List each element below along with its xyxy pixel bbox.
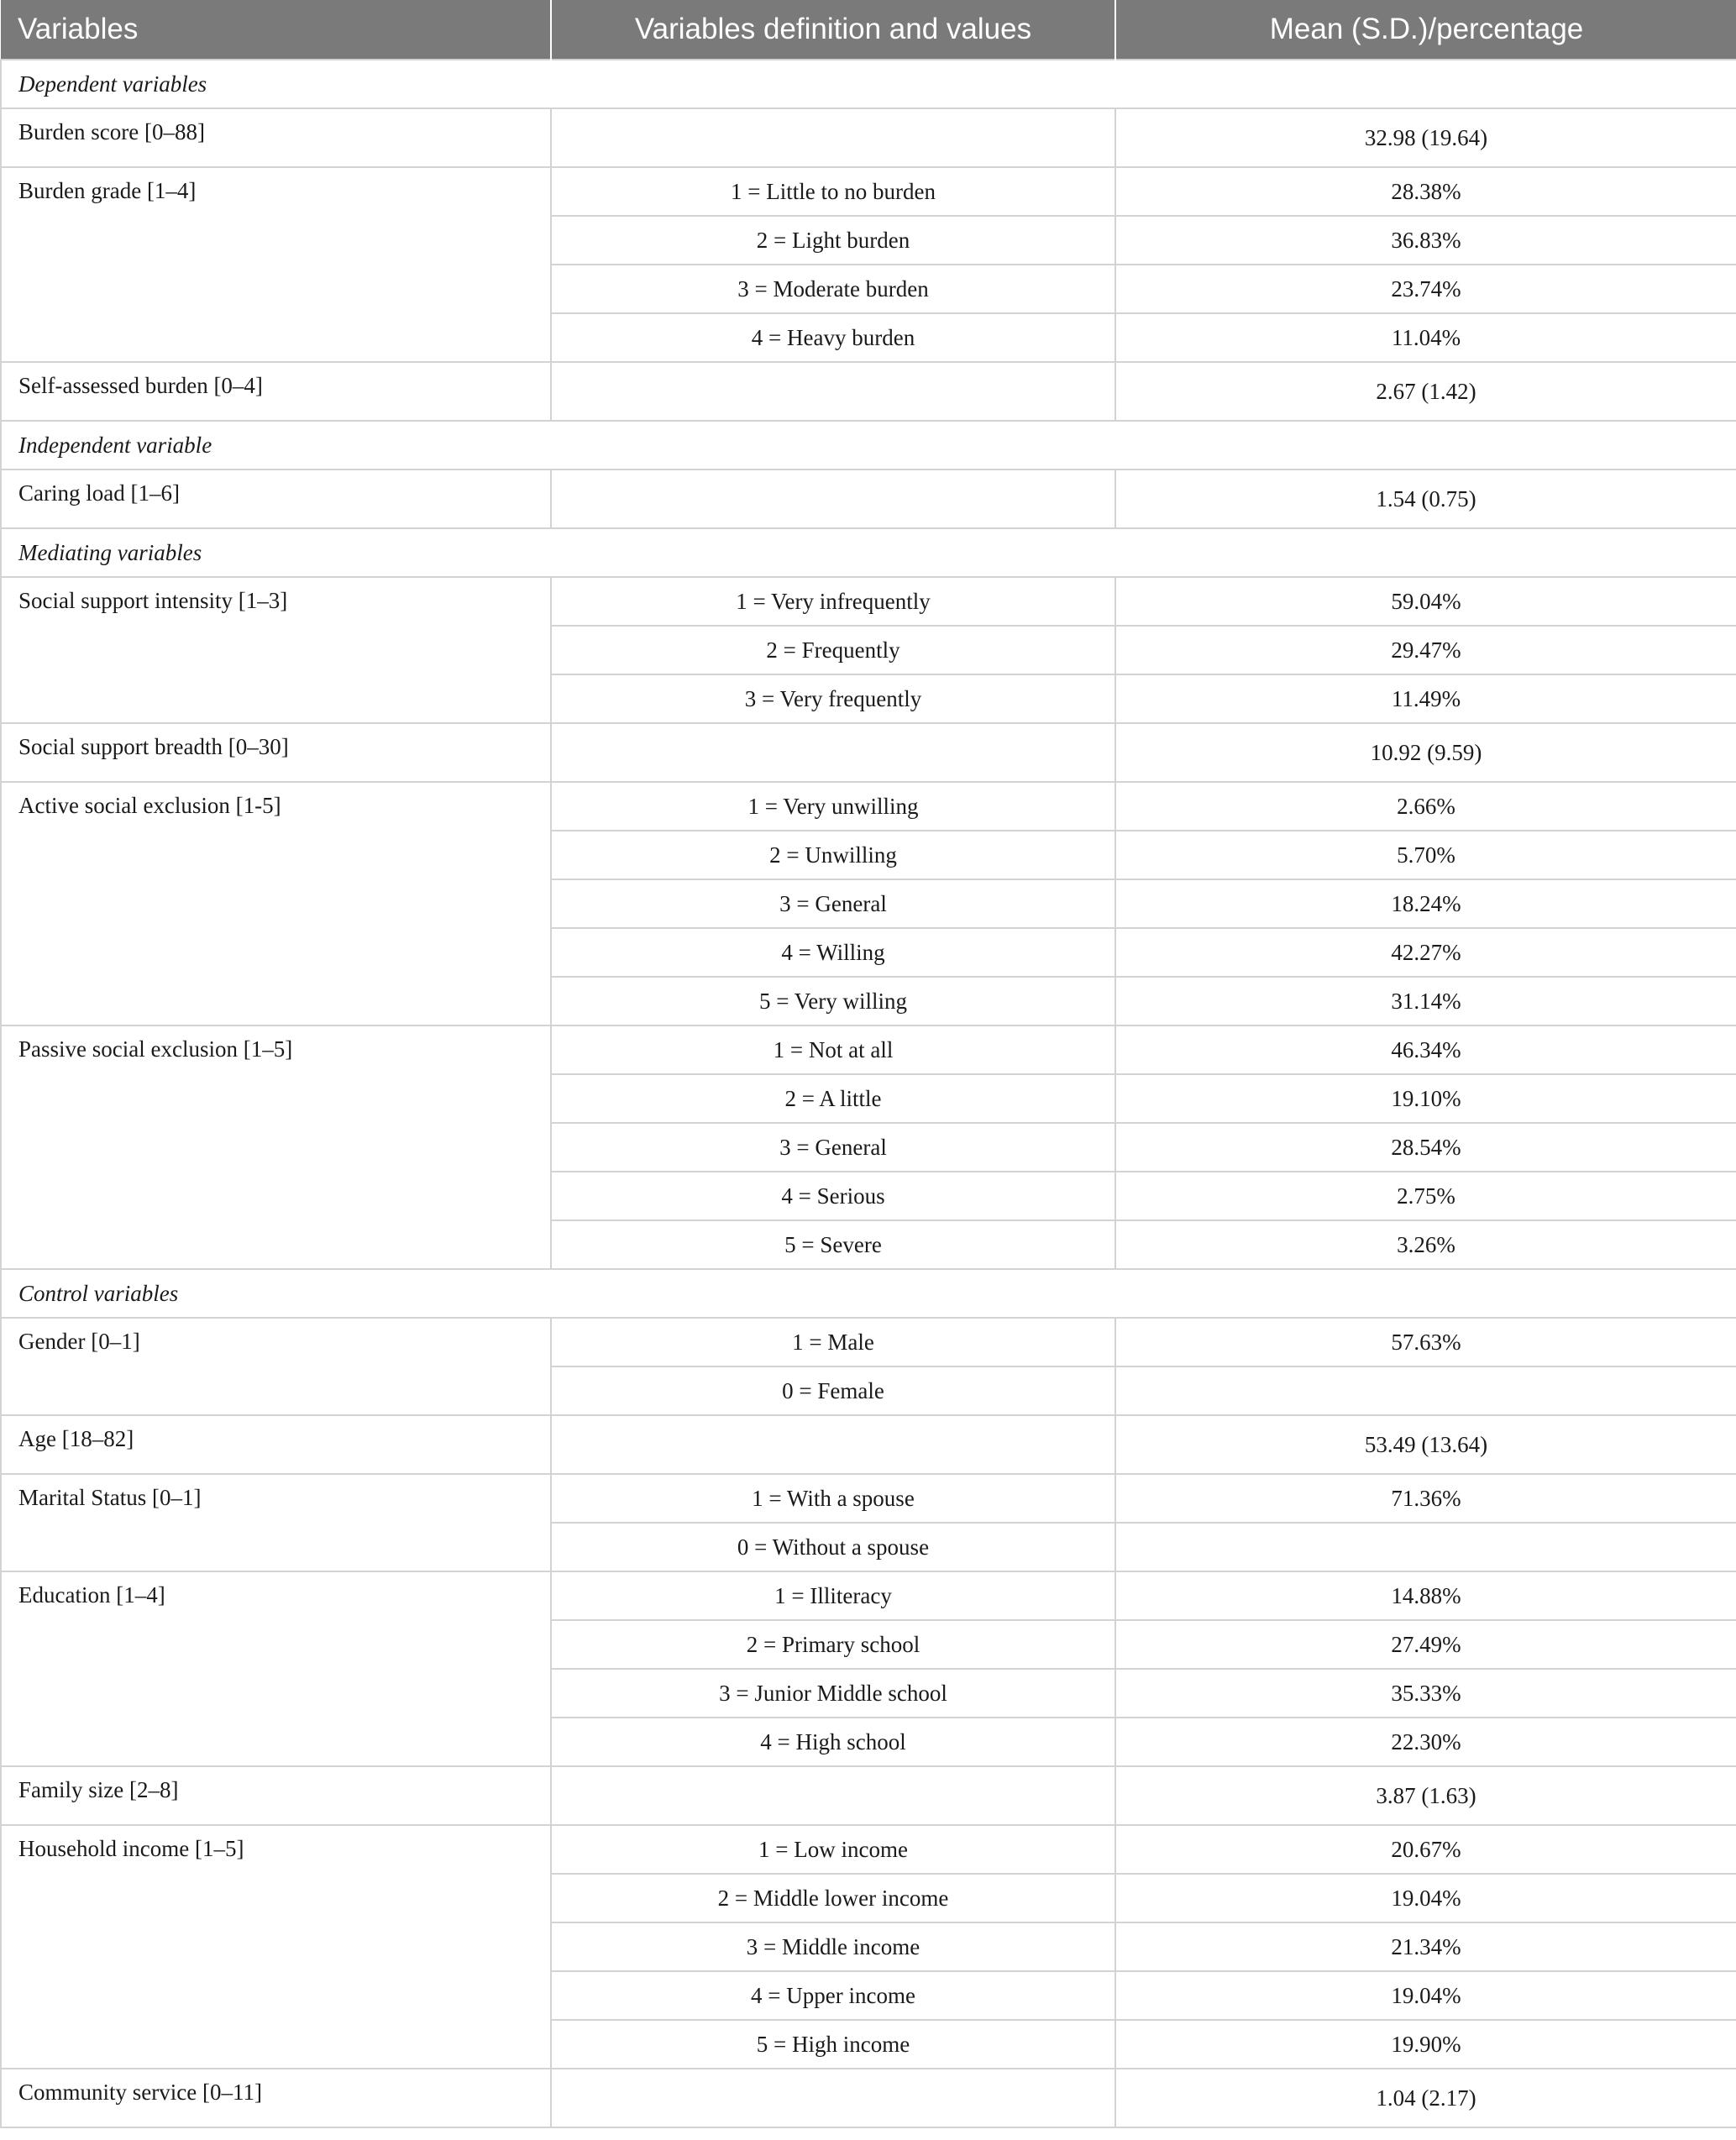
variable-value: 5.70% — [1115, 831, 1736, 879]
variable-value: 36.83% — [1115, 216, 1736, 265]
variable-value: 23.74% — [1115, 265, 1736, 313]
section-row — [1, 421, 1736, 469]
variable-definition: 2 = Unwilling — [551, 831, 1115, 879]
variable-name: Self-assessed burden [0–4] — [1, 362, 551, 421]
variable-definition: 4 = Heavy burden — [551, 313, 1115, 362]
table-row — [1, 1474, 1736, 1523]
variable-definition: 2 = Primary school — [551, 1620, 1115, 1669]
header-mean: Mean (S.D.)/percentage — [1115, 0, 1736, 60]
variable-definition: 1 = Illiteracy — [551, 1571, 1115, 1620]
variable-value: 2.75% — [1115, 1172, 1736, 1220]
variable-value: 42.27% — [1115, 928, 1736, 977]
variable-definition: 5 = High income — [551, 2020, 1115, 2069]
variable-name: Family size [2–8] — [1, 1766, 551, 1825]
variable-value: 20.67% — [1115, 1825, 1736, 1874]
variable-definition — [551, 1415, 1115, 1474]
table-row — [1, 723, 1736, 782]
variable-definition — [551, 362, 1115, 421]
variable-value: 11.49% — [1115, 674, 1736, 723]
variable-name: Active social exclusion [1-5] — [1, 782, 551, 1025]
variable-value: 22.30% — [1115, 1718, 1736, 1766]
variable-name: Household income [1–5] — [1, 1825, 551, 2069]
variable-definition: 1 = Low income — [551, 1825, 1115, 1874]
variable-value: 28.54% — [1115, 1123, 1736, 1172]
variable-definition: 1 = Not at all — [551, 1025, 1115, 1074]
variable-value: 19.04% — [1115, 1874, 1736, 1922]
variable-name: Passive social exclusion [1–5] — [1, 1025, 551, 1269]
variable-definition: 4 = Serious — [551, 1172, 1115, 1220]
variable-definition: 4 = High school — [551, 1718, 1115, 1766]
variable-definition: 2 = A little — [551, 1074, 1115, 1123]
variable-value: 19.04% — [1115, 1971, 1736, 2020]
variable-definition: 3 = Very frequently — [551, 674, 1115, 723]
variable-definition: 3 = Middle income — [551, 1922, 1115, 1971]
table-row — [1, 577, 1736, 626]
section-row — [1, 60, 1736, 108]
variable-value: 11.04% — [1115, 313, 1736, 362]
variable-definition: 3 = General — [551, 879, 1115, 928]
variable-value: 29.47% — [1115, 626, 1736, 674]
variable-value — [1115, 1366, 1736, 1415]
variable-name: Burden grade [1–4] — [1, 167, 551, 362]
variable-value: 32.98 (19.64) — [1115, 108, 1736, 167]
table-body — [1, 60, 1736, 2127]
variable-name: Education [1–4] — [1, 1571, 551, 1766]
variable-value: 3.26% — [1115, 1220, 1736, 1269]
variable-definition: 3 = Junior Middle school — [551, 1669, 1115, 1718]
variable-definition — [551, 469, 1115, 528]
variable-value: 18.24% — [1115, 879, 1736, 928]
variable-definition — [551, 723, 1115, 782]
table-row — [1, 1415, 1736, 1474]
variable-name: Marital Status [0–1] — [1, 1474, 551, 1571]
table-row — [1, 1025, 1736, 1074]
variable-definition: 2 = Frequently — [551, 626, 1115, 674]
variable-value: 10.92 (9.59) — [1115, 723, 1736, 782]
section-label: Independent variable — [1, 421, 1736, 469]
variable-value: 46.34% — [1115, 1025, 1736, 1074]
variable-value: 59.04% — [1115, 577, 1736, 626]
variable-definition: 0 = Female — [551, 1366, 1115, 1415]
variable-name: Caring load [1–6] — [1, 469, 551, 528]
variable-definition: 5 = Severe — [551, 1220, 1115, 1269]
header-row — [1, 0, 1736, 60]
variable-value: 21.34% — [1115, 1922, 1736, 1971]
variable-name: Gender [0–1] — [1, 1318, 551, 1415]
variable-definition: 2 = Light burden — [551, 216, 1115, 265]
header-variables: Variables — [1, 0, 551, 60]
section-label: Mediating variables — [1, 528, 1736, 577]
variable-definition: 3 = Moderate burden — [551, 265, 1115, 313]
variable-name: Social support breadth [0–30] — [1, 723, 551, 782]
variable-definition: 1 = Very infrequently — [551, 577, 1115, 626]
variable-name: Community service [0–11] — [1, 2069, 551, 2127]
variable-definition: 1 = Very unwilling — [551, 782, 1115, 831]
variable-value: 14.88% — [1115, 1571, 1736, 1620]
variable-definition: 4 = Upper income — [551, 1971, 1115, 2020]
table-header — [1, 0, 1736, 60]
variable-definition: 1 = Little to no burden — [551, 167, 1115, 216]
variable-name: Social support intensity [1–3] — [1, 577, 551, 723]
variable-definition: 0 = Without a spouse — [551, 1523, 1115, 1571]
variable-definition — [551, 108, 1115, 167]
variable-value: 1.54 (0.75) — [1115, 469, 1736, 528]
variable-definition: 1 = With a spouse — [551, 1474, 1115, 1523]
variable-value: 57.63% — [1115, 1318, 1736, 1366]
variable-definition: 1 = Male — [551, 1318, 1115, 1366]
table-row — [1, 108, 1736, 167]
table-row — [1, 1571, 1736, 1620]
variable-name: Burden score [0–88] — [1, 108, 551, 167]
table-row — [1, 362, 1736, 421]
variable-value: 31.14% — [1115, 977, 1736, 1025]
header-definition: Variables definition and values — [551, 0, 1115, 60]
variable-value: 2.67 (1.42) — [1115, 362, 1736, 421]
variable-value: 28.38% — [1115, 167, 1736, 216]
table-row — [1, 2069, 1736, 2127]
variable-definition — [551, 1766, 1115, 1825]
variable-value: 35.33% — [1115, 1669, 1736, 1718]
variable-name: Age [18–82] — [1, 1415, 551, 1474]
variable-value: 27.49% — [1115, 1620, 1736, 1669]
section-row — [1, 1269, 1736, 1318]
variable-definition: 4 = Willing — [551, 928, 1115, 977]
table-row — [1, 167, 1736, 216]
variable-value: 71.36% — [1115, 1474, 1736, 1523]
variable-definition: 2 = Middle lower income — [551, 1874, 1115, 1922]
variable-value — [1115, 1523, 1736, 1571]
variable-value: 1.04 (2.17) — [1115, 2069, 1736, 2127]
variable-definition: 5 = Very willing — [551, 977, 1115, 1025]
table-row — [1, 1318, 1736, 1366]
variable-value: 3.87 (1.63) — [1115, 1766, 1736, 1825]
table-row — [1, 1766, 1736, 1825]
variable-value: 19.90% — [1115, 2020, 1736, 2069]
table-row — [1, 469, 1736, 528]
section-row — [1, 528, 1736, 577]
variable-definition — [551, 2069, 1115, 2127]
variable-value: 2.66% — [1115, 782, 1736, 831]
table-row — [1, 1825, 1736, 1874]
table-row — [1, 782, 1736, 831]
variable-definition: 3 = General — [551, 1123, 1115, 1172]
variable-value: 53.49 (13.64) — [1115, 1415, 1736, 1474]
section-label: Control variables — [1, 1269, 1736, 1318]
section-label: Dependent variables — [1, 60, 1736, 108]
variable-value: 19.10% — [1115, 1074, 1736, 1123]
